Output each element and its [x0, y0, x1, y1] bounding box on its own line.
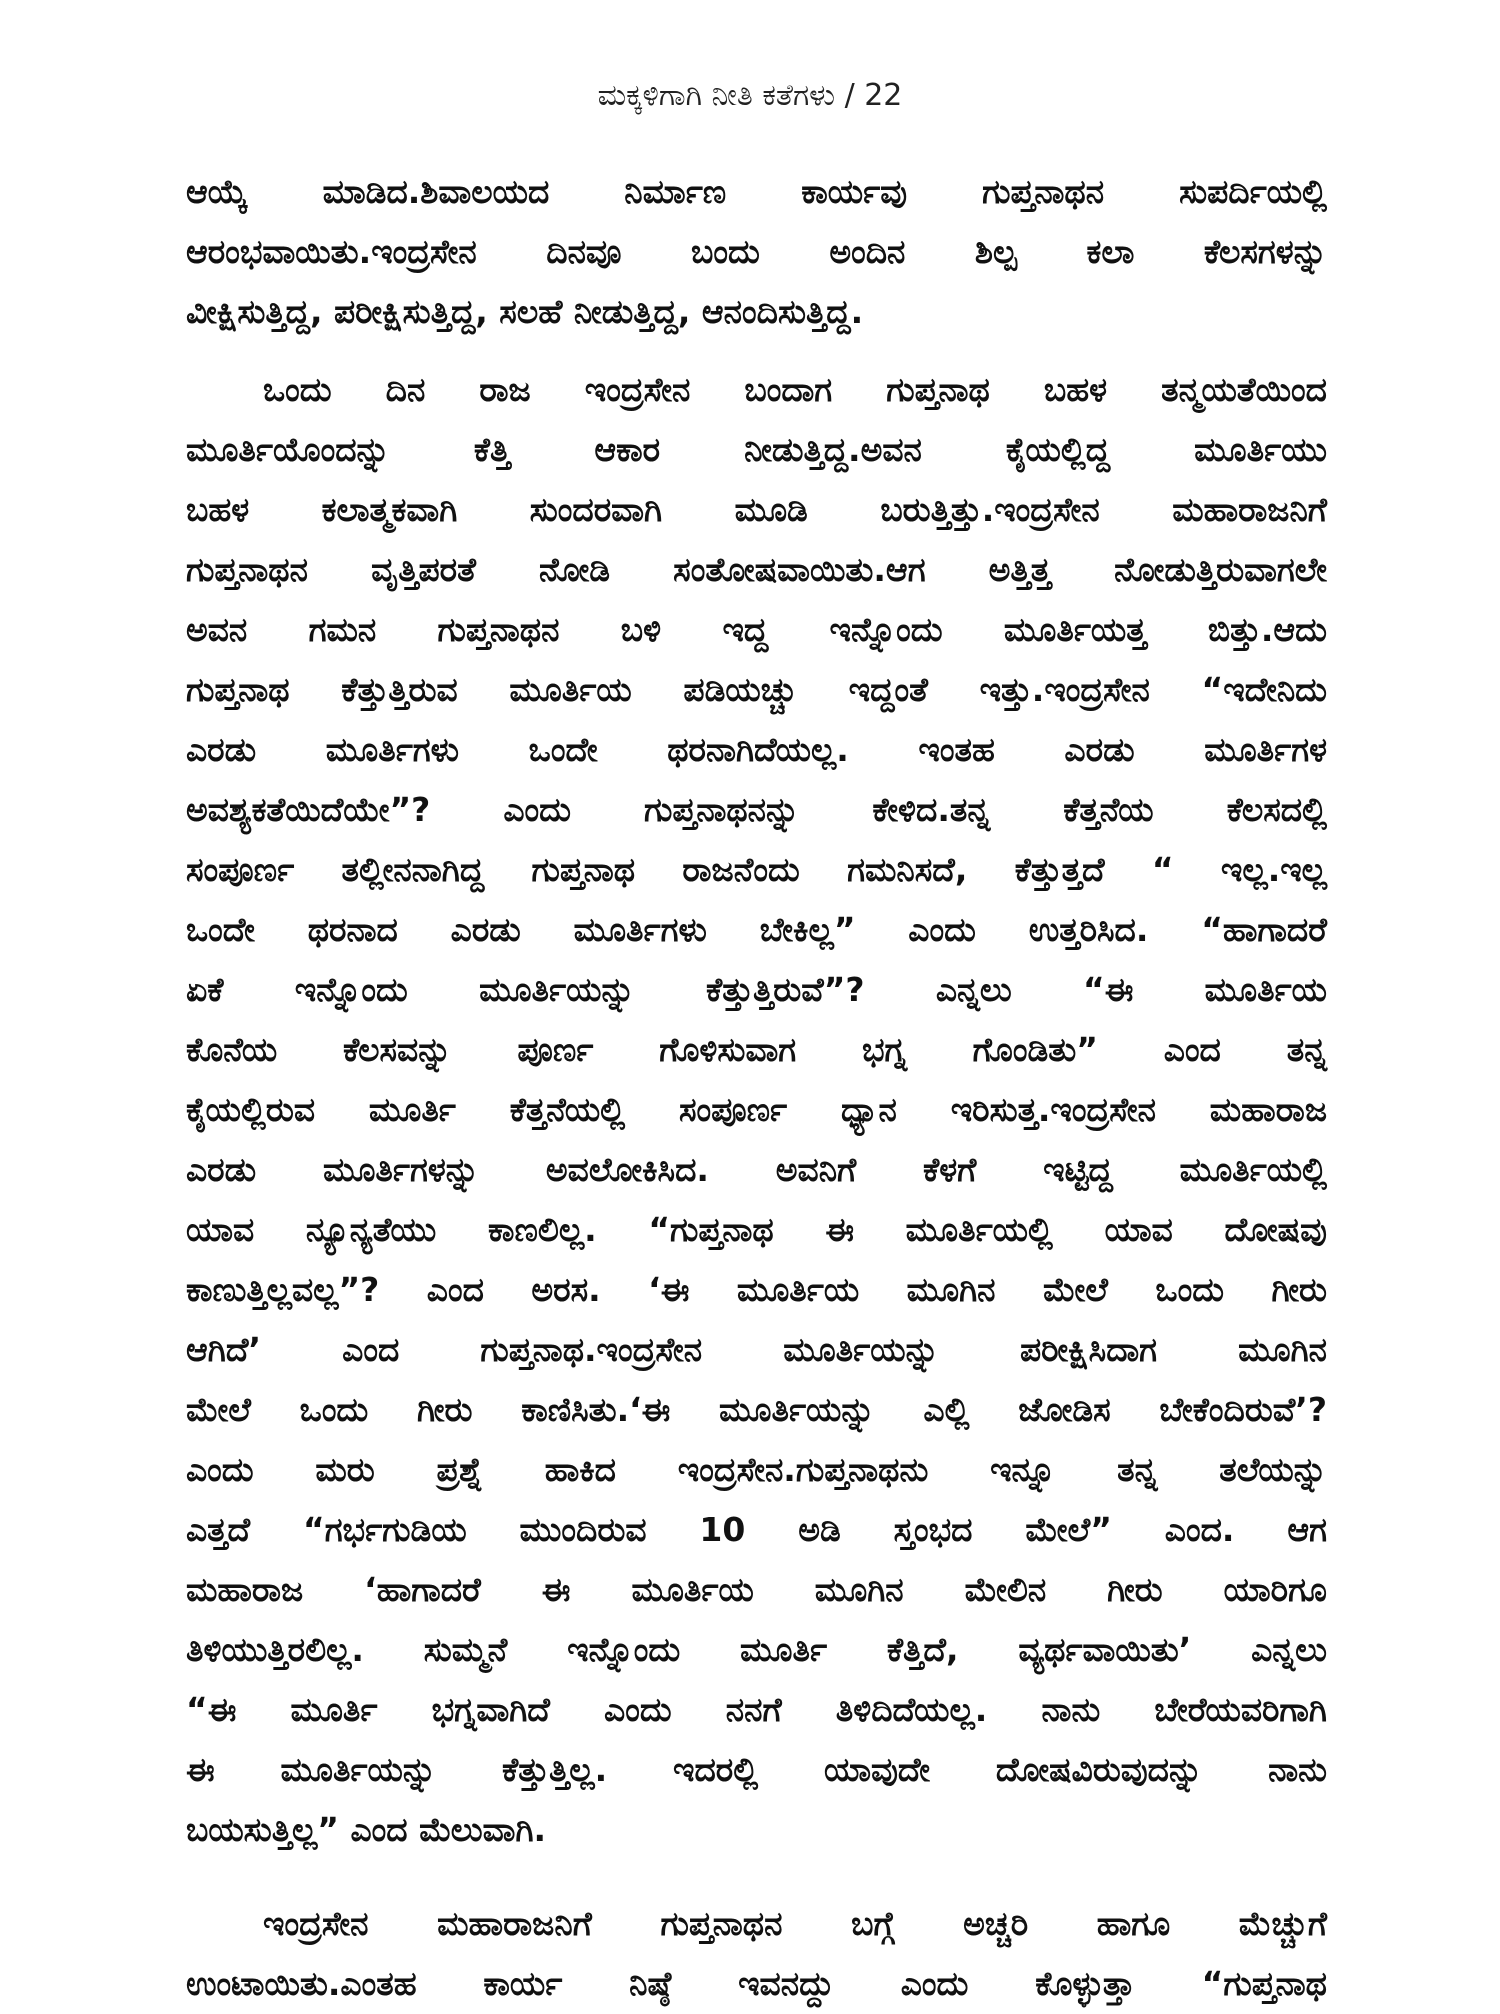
page-number: 22 — [864, 78, 903, 113]
text-line: ಅವನ ಗಮನ ಗುಪ್ತನಾಥನ ಬಳಿ ಇದ್ದ ಇನ್ನೊಂದು ಮೂರ್ತಿಯತ್ತ ಬಿತ್ತು.ಆದು — [186, 610, 1327, 649]
text-line: ಸಂಪೂರ್ಣ ತಲ್ಲೀನನಾಗಿದ್ದ ಗುಪ್ತನಾಥ ರಾಜನೆಂದು ಗಮನಿಸದೆ, ಕೆತ್ತುತ್ತದೆ “ ಇಲ್ಲ.ಇಲ್ಲ — [186, 850, 1327, 889]
text-line: ಇಂದ್ರಸೇನ ಮಹಾರಾಜನಿಗೆ ಗುಪ್ತನಾಥನ ಬಗ್ಗೆ ಅಚ್ಚರಿ ಹಾಗೂ ಮೆಚ್ಚುಗೆ — [263, 1904, 1327, 1943]
header-separator: / — [844, 78, 855, 113]
text-line: ತಿಳಿಯುತ್ತಿರಲಿಲ್ಲ. ಸುಮ್ಮನೆ ಇನ್ನೊಂದು ಮೂರ್ತಿ ಕೆತ್ತಿದೆ, ವ್ಯರ್ಥವಾಯಿತು’ ಎನ್ನಲು — [186, 1630, 1327, 1669]
text-line: “ಈ ಮೂರ್ತಿ ಭಗ್ನವಾಗಿದೆ ಎಂದು ನನಗೆ ತಿಳಿದಿದೆಯಲ್ಲ. ನಾನು ಬೇರೆಯವರಿಗಾಗಿ — [186, 1690, 1327, 1729]
text-line: ಗುಪ್ತನಾಥನ ವೃತ್ತಿಪರತೆ ನೋಡಿ ಸಂತೋಷವಾಯಿತು.ಆಗ ಅತ್ತಿತ್ತ ನೋಡುತ್ತಿರುವಾಗಲೇ — [186, 550, 1327, 589]
text-line: ಬಹಳ ಕಲಾತ್ಮಕವಾಗಿ ಸುಂದರವಾಗಿ ಮೂಡಿ ಬರುತ್ತಿತ್ತು.ಇಂದ್ರಸೇನ ಮಹಾರಾಜನಿಗೆ — [186, 490, 1327, 529]
text-line: ಕೊನೆಯ ಕೆಲಸವನ್ನು ಪೂರ್ಣ ಗೊಳಿಸುವಾಗ ಭಗ್ನ ಗೊಂಡಿತು” ಎಂದ ತನ್ನ — [186, 1030, 1327, 1069]
running-header — [0, 76, 1500, 116]
text-line: ಉಂಟಾಯಿತು.ಎಂತಹ ಕಾರ್ಯ ನಿಷ್ಠೆ ಇವನದ್ದು ಎಂದು ಕೊಳ್ಳುತ್ತಾ “ಗುಪ್ತನಾಥ — [186, 1964, 1327, 2003]
text-line: ಎರಡು ಮೂರ್ತಿಗಳನ್ನು ಅವಲೋಕಿಸಿದ. ಅವನಿಗೆ ಕೆಳಗೆ ಇಟ್ಟಿದ್ದ ಮೂರ್ತಿಯಲ್ಲಿ — [186, 1150, 1327, 1189]
paragraph — [186, 162, 1327, 342]
page-body — [186, 162, 1327, 2014]
text-line: ಈ ಮೂರ್ತಿಯನ್ನು ಕೆತ್ತುತ್ತಿಲ್ಲ. ಇದರಲ್ಲಿ ಯಾವುದೇ ದೋಷವಿರುವುದನ್ನು ನಾನು — [186, 1750, 1327, 1789]
text-line: ಮಹಾರಾಜ ‘ಹಾಗಾದರೆ ಈ ಮೂರ್ತಿಯ ಮೂಗಿನ ಮೇಲಿನ ಗೀರು ಯಾರಿಗೂ — [186, 1570, 1327, 1609]
text-line: ಕೈಯಲ್ಲಿರುವ ಮೂರ್ತಿ ಕೆತ್ತನೆಯಲ್ಲಿ ಸಂಪೂರ್ಣ ಧ್ಯಾನ ಇರಿಸುತ್ತ.ಇಂದ್ರಸೇನ ಮಹಾರಾಜ — [186, 1090, 1327, 1129]
text-line: ಎತ್ತದೆ “ಗರ್ಭಗುಡಿಯ ಮುಂದಿರುವ 10 ಅಡಿ ಸ್ತಂಭದ ಮೇಲೆ” ಎಂದ. ಆಗ — [186, 1510, 1327, 1549]
text-line: ಆಗಿದೆ’ ಎಂದ ಗುಪ್ತನಾಥ.ಇಂದ್ರಸೇನ ಮೂರ್ತಿಯನ್ನು ಪರೀಕ್ಷಿಸಿದಾಗ ಮೂಗಿನ — [186, 1330, 1327, 1369]
text-line: ಯಾವ ನ್ಯೂನ್ಯತೆಯು ಕಾಣಲಿಲ್ಲ. “ಗುಪ್ತನಾಥ ಈ ಮೂರ್ತಿಯಲ್ಲಿ ಯಾವ ದೋಷವು — [186, 1210, 1327, 1249]
text-line: ಬಯಸುತ್ತಿಲ್ಲ” ಎಂದ ಮೆಲುವಾಗಿ. — [186, 1810, 547, 1849]
text-line: ಅವಶ್ಯಕತೆಯಿದೆಯೇ”? ಎಂದು ಗುಪ್ತನಾಥನನ್ನು ಕೇಳಿದ.ತನ್ನ ಕೆತ್ತನೆಯ ಕೆಲಸದಲ್ಲಿ — [186, 790, 1327, 829]
text-line: ಏಕೆ ಇನ್ನೊಂದು ಮೂರ್ತಿಯನ್ನು ಕೆತ್ತುತ್ತಿರುವೆ”? ಎನ್ನಲು “ಈ ಮೂರ್ತಿಯ — [186, 970, 1327, 1009]
text-line: ಎರಡು ಮೂರ್ತಿಗಳು ಒಂದೇ ಥರನಾಗಿದೆಯಲ್ಲ. ಇಂತಹ ಎರಡು ಮೂರ್ತಿಗಳ — [186, 730, 1327, 769]
text-line: ಗುಪ್ತನಾಥ ಕೆತ್ತುತ್ತಿರುವ ಮೂರ್ತಿಯ ಪಡಿಯಚ್ಚು ಇದ್ದಂತೆ ಇತ್ತು.ಇಂದ್ರಸೇನ “ಇದೇನಿದು — [186, 670, 1327, 709]
text-line: ಒಂದು ದಿನ ರಾಜ ಇಂದ್ರಸೇನ ಬಂದಾಗ ಗುಪ್ತನಾಥ ಬಹಳ ತನ್ಮಯತೆಯಿಂದ — [263, 370, 1327, 409]
text-line: ಎಂದು ಮರು ಪ್ರಶ್ನೆ ಹಾಕಿದ ಇಂದ್ರಸೇನ.ಗುಪ್ತನಾಥನು ಇನ್ನೂ ತನ್ನ ತಲೆಯನ್ನು — [186, 1450, 1327, 1489]
text-line: ಆರಂಭವಾಯಿತು.ಇಂದ್ರಸೇನ ದಿನವೂ ಬಂದು ಅಂದಿನ ಶಿಲ್ಪ ಕಲಾ ಕೆಲಸಗಳನ್ನು — [186, 232, 1327, 271]
text-line: ಒಂದೇ ಥರನಾದ ಎರಡು ಮೂರ್ತಿಗಳು ಬೇಕಿಲ್ಲ” ಎಂದು ಉತ್ತರಿಸಿದ. “ಹಾಗಾದರೆ — [186, 910, 1327, 949]
text-line: ಆಯ್ಕೆ ಮಾಡಿದ.ಶಿವಾಲಯದ ನಿರ್ಮಾಣ ಕಾರ್ಯವು ಗುಪ್ತನಾಥನ ಸುಪರ್ದಿಯಲ್ಲಿ — [186, 172, 1327, 211]
text-line: ಮೇಲೆ ಒಂದು ಗೀರು ಕಾಣಿಸಿತು.‘ಈ ಮೂರ್ತಿಯನ್ನು ಎಲ್ಲಿ ಜೋಡಿಸ ಬೇಕೆಂದಿರುವೆ’? — [186, 1390, 1327, 1429]
text-line: ಕಾಣುತ್ತಿಲ್ಲವಲ್ಲ”? ಎಂದ ಅರಸ. ‘ಈ ಮೂರ್ತಿಯ ಮೂಗಿನ ಮೇಲೆ ಒಂದು ಗೀರು — [186, 1270, 1327, 1309]
paragraph — [186, 360, 1327, 1860]
book-title: ಮಕ್ಕಳಿಗಾಗಿ ನೀತಿ ಕತೆಗಳು — [597, 78, 836, 113]
text-line: ಮೂರ್ತಿಯೊಂದನ್ನು ಕೆತ್ತಿ ಆಕಾರ ನೀಡುತ್ತಿದ್ದ.ಅವನ ಕೈಯಲ್ಲಿದ್ದ ಮೂರ್ತಿಯು — [186, 430, 1327, 469]
paragraph — [186, 1894, 1327, 2014]
text-line: ವೀಕ್ಷಿಸುತ್ತಿದ್ದ, ಪರೀಕ್ಷಿಸುತ್ತಿದ್ದ, ಸಲಹೆ ನೀಡುತ್ತಿದ್ದ, ಆನಂದಿಸುತ್ತಿದ್ದ. — [186, 292, 864, 331]
